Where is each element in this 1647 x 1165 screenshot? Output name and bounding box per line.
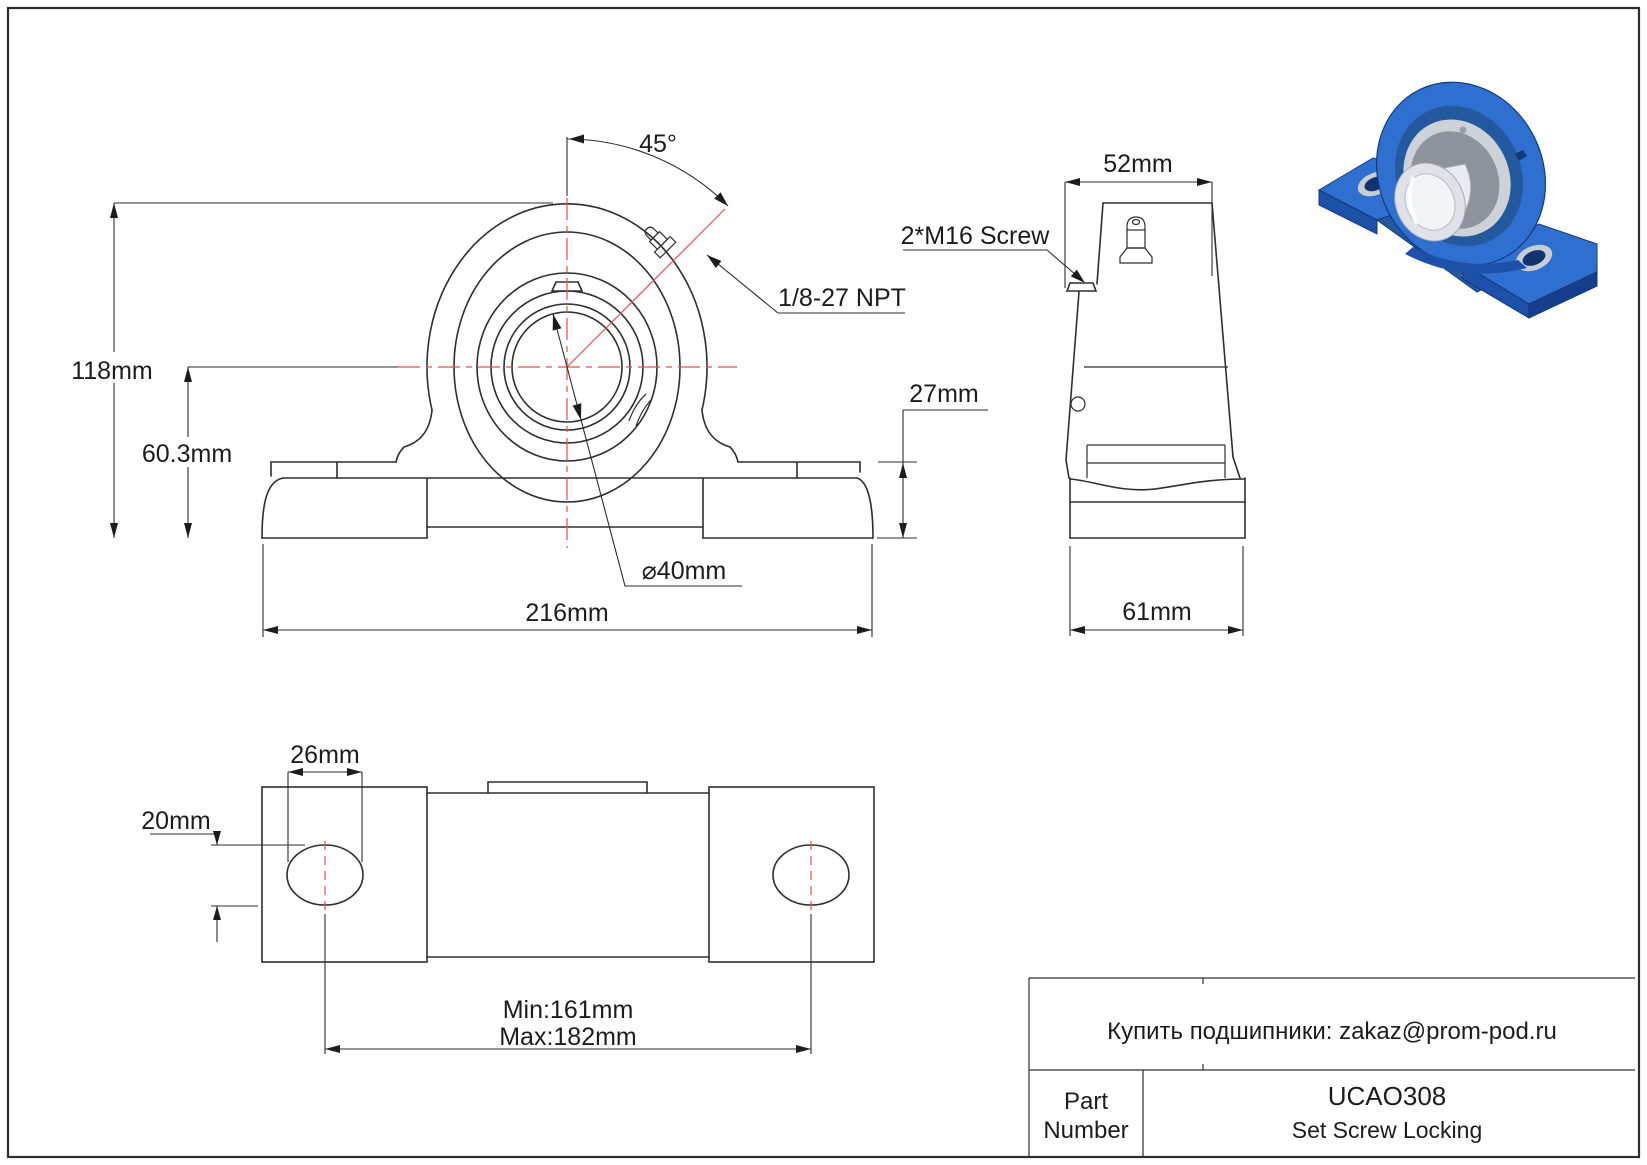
width-label: 216mm (525, 599, 609, 627)
base-height-label: 27mm (909, 380, 979, 408)
npt-label: 1/8-27 NPT (778, 284, 906, 312)
min-label: Min:161mm (502, 996, 634, 1024)
center-height-label: 60.3mm (141, 440, 233, 468)
part-label-line2: Number (1043, 1117, 1129, 1144)
locking-type: Set Screw Locking (1291, 1117, 1483, 1143)
contact-line: Купить подшипники: zakaz@prom-pod.ru (1107, 1018, 1557, 1045)
screw-label: 2*M16 Screw (900, 222, 1050, 250)
angle-label: 45° (639, 130, 677, 158)
slot-width-label: 26mm (290, 741, 360, 769)
part-label-line1: Part (1063, 1088, 1109, 1115)
height-label: 118mm (71, 357, 153, 385)
bore-label: ⌀40mm (641, 557, 727, 585)
part-number-value: UCAO308 (1327, 1081, 1447, 1111)
side-width-label: 52mm (1103, 150, 1173, 178)
foot-depth-label: 61mm (1122, 598, 1192, 626)
max-label: Max:182mm (499, 1023, 637, 1051)
slot-height-label: 20mm (141, 807, 211, 835)
